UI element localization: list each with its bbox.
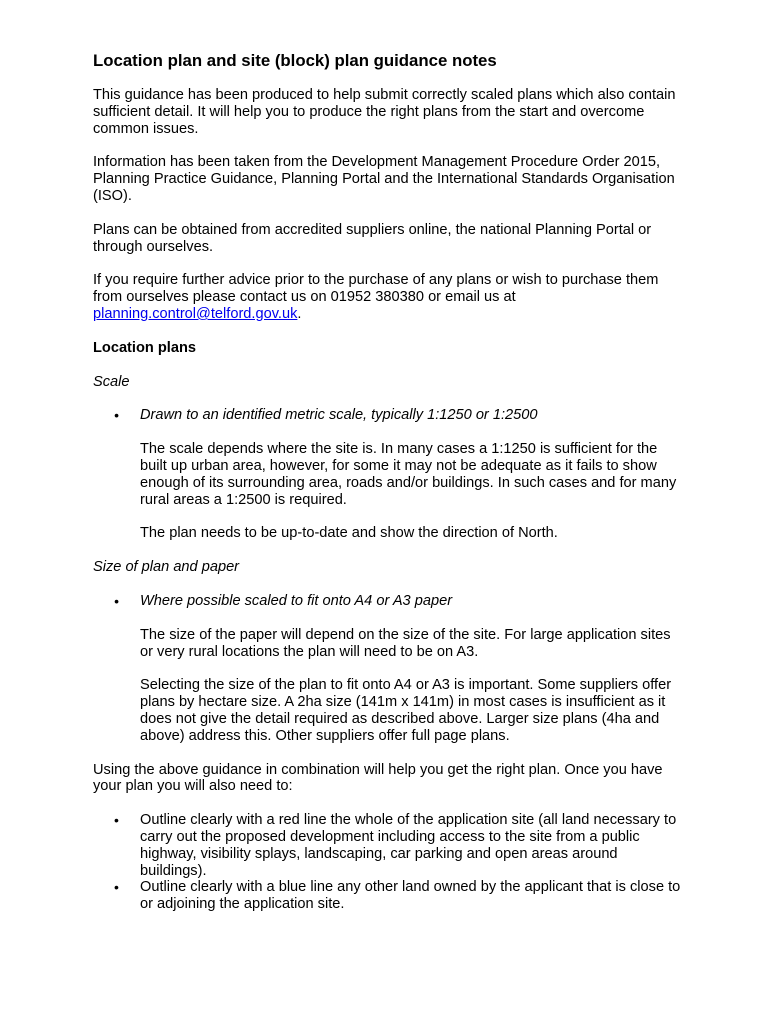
page-title: Location plan and site (block) plan guidance notes: [93, 51, 497, 70]
list-item: [93, 879, 683, 913]
combination-paragraph: Using the above guidance in combination will help you get the right plan. Once you have your plan you will also need to:: [93, 761, 663, 795]
bullet-icon: •: [114, 592, 119, 609]
advice-paragraph: [93, 272, 683, 322]
advice-text: If you require further advice prior to the purchase of any plans or wish to purchase them from ourselves please contact us on 01952 380380 or email us at: [93, 272, 659, 306]
scale-list: [93, 407, 683, 424]
scale-subheading: Scale: [93, 373, 130, 390]
scale-bullet-text: Drawn to an identified metric scale, typically 1:1250 or 1:2500: [140, 407, 538, 424]
hectare-paragraph: Selecting the size of the plan to fit onto A4 or A3 is important. Some suppliers offer plans by hectare size. A 2ha size (141m x 141m) in most cases is insufficient as it does not give the detail required as described above. Larger size plans (4ha and above) address this. Other suppliers offer full page plans.: [140, 677, 672, 744]
scale-detail-paragraph: The scale depends where the site is. In many cases a 1:1250 is sufficient for the built up urban area, however, for some it may not be adequate as it fails to show enough of its surrounding area, roads and/or buildings. In such cases and for many rural areas a 1:2500 is required.: [140, 441, 677, 508]
outline-list: [93, 812, 683, 913]
document-page: [93, 50, 683, 913]
size-list: [93, 593, 683, 610]
size-bullet-text: Where possible scaled to fit onto A4 or A3 paper: [140, 592, 453, 609]
north-paragraph: The plan needs to be up-to-date and show the direction of North.: [140, 525, 558, 542]
blue-line-text: Outline clearly with a blue line any other land owned by the applicant that is close to or adjoining the application site.: [140, 879, 681, 913]
bullet-icon: •: [114, 407, 119, 424]
intro-paragraph: This guidance has been produced to help submit correctly scaled plans which also contain sufficient detail. It will help you to produce the right plans from the start and overcome common issues.: [93, 87, 676, 137]
list-item: [93, 407, 683, 424]
paper-size-paragraph: The size of the paper will depend on the size of the site. For large application sites or very rural locations the plan will need to be on A3.: [140, 626, 671, 660]
bullet-icon: •: [114, 879, 119, 896]
red-line-text: Outline clearly with a red line the whole of the application site (all land necessary to carry out the proposed development including access to the site from a public highway, visibility splays, landscaping, car parking and open areas around buildings).: [140, 812, 677, 879]
obtain-paragraph: Plans can be obtained from accredited suppliers online, the national Planning Portal or through ourselves.: [93, 221, 652, 255]
email-link[interactable]: planning.control@telford.gov.uk: [93, 305, 298, 322]
bullet-icon: •: [114, 812, 119, 829]
location-plans-heading: Location plans: [93, 339, 196, 356]
list-item: [93, 812, 683, 879]
advice-end: .: [297, 305, 302, 322]
size-subheading: Size of plan and paper: [93, 559, 240, 576]
list-item: [93, 593, 683, 610]
sources-paragraph: Information has been taken from the Development Management Procedure Order 2015, Planning Practice Guidance, Planning Portal and the International Standards Organisation (ISO).: [93, 154, 675, 204]
